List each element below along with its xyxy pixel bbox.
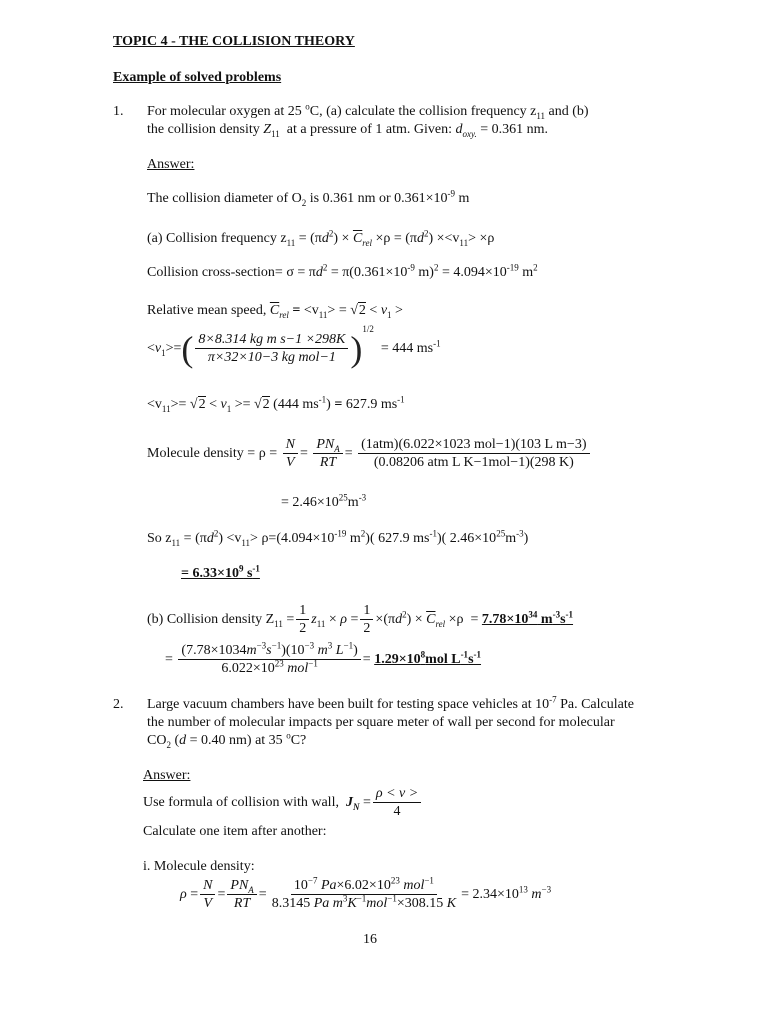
collision-frequency-line: (a) Collision frequency $z_{11} = (\pi d^2) \times \overline{C}_{rel} \times\rho = (\pi d^2) \times<v_{11}> \times\rho$ xyxy=(147,228,495,248)
wall-collision-formula: Use formula of collision with wall, $J_N$ = $\frac{\rho < v >}{4}$ xyxy=(143,785,423,821)
relative-speed-line: Relative mean speed, $\overline{C}_{rel} = <v_{11}> = √2 < v_1$ > xyxy=(147,303,403,320)
collision-density-conversion: = $\frac{(7.78\times 1034m^{-3}s^{-1})(10^{-3} m^3 L^{-1})}{6.022\times 10^{23} mol^{-1}}$ = $1.29\times 10^8mol$ $L^{-1}s^{-1}$ xyxy=(165,640,482,677)
collision-density-line: (b) Collision density $Z_{11}$ = $\frac{1}{2}$ $z_{11} \times \rho$ = $\frac{1}{2}$ $\times(\pi d^2) \times \overline{C}_{rel} \times\rho = 7.78\times 10^{34}$ $m^{-3}s^{-1}$ xyxy=(147,603,574,637)
answer-label-2: Answer: xyxy=(143,768,191,783)
density-result: = $2.46\times 10^{25}m^{-3}$ xyxy=(281,492,367,510)
v1-equation: $<v_1>=$( $\frac{\text{8×8.314 kg m s−1 ×298K}}{\text{π×32×10−3 kg mol−1}}$ )$^{1/2}$ = 444 $ms^{-1}$ xyxy=(147,324,441,369)
so-line: So $z_{11} = (\pi d^2) <v_{11}> \rho=(4.094\times 10^{-19}$ $m^2$)( 627.9 $ms^{-1}$)( $2.46\times 10^{25}m^{-3}$) xyxy=(147,528,529,548)
problem-2-line2: the number of molecular impacts per square meter of wall per second for molecular xyxy=(147,715,615,730)
answer-label-1: Answer: xyxy=(147,157,195,172)
collision-diameter-line: The collision diameter of $O_2$ is 0.361 nm or $0.361\times 10^{-9}$ m xyxy=(147,188,470,208)
cross-section-line: Collision cross-section= $\sigma = \pi d^2 = \pi(0.361\times 10^{-9}$ $m)^2 = 4.094\times 10^{-19}$ $m^2$ xyxy=(147,262,538,280)
z11-result: = $6.33\times 10^9$ $s^{-1}$ xyxy=(181,563,260,581)
problem-2-line1: Large vacuum chambers have been built for testing space vehicles at $10^{-7}$ Pa. Calculate xyxy=(147,694,634,712)
step-i-label: i. Molecule density: xyxy=(143,859,255,874)
problem-1-number: 1. xyxy=(113,104,124,119)
section-subtitle: Example of solved problems xyxy=(113,70,282,85)
molecule-density-equation: Molecule density = ρ = $\frac{N}{V}$ = $\frac{PN_A}{RT}$ = $\frac{\text{(1atm)(6.022×1023 mol−1)(103 L m−3)}}{\text{(0.08206 atm L K−1mol−1)(298 K)}}$ xyxy=(147,434,592,474)
problem-1-line1: For molecular oxygen at 25 $^o$C, (a) calculate the collision frequency $z_{11}$ and (b) xyxy=(147,101,589,121)
step-i-equation: ρ = $\frac{N}{V}$ = $\frac{PN_A}{RT}$ = $\frac{10^{-7} Pa\times 6.02\times 10^{23} mol^{-1}}{8.3145 Pa m^3K^{-1}mol^{-1}\times 308.15 K}$ = $2.34\times 10^{13}$ $m^{-3}$ xyxy=(180,875,552,912)
page-title: TOPIC 4 - THE COLLISION THEORY xyxy=(113,34,355,49)
problem-1-line2: the collision density $Z_{11}$ at a pressure of 1 atm. Given: $d_{oxy.} = 0.361$ nm. xyxy=(147,122,549,139)
page-number: 16 xyxy=(363,932,377,947)
v11-line: $<v_{11}>= √2 < v_1 >= √2$ (444 $ms^{-1}) = 627.9$ $ms^{-1}$ xyxy=(147,394,405,414)
problem-2-number: 2. xyxy=(113,697,124,712)
calculate-line: Calculate one item after another: xyxy=(143,824,327,839)
problem-2-line3: $CO_2$ (d = 0.40 nm) at 35 $^o$C? xyxy=(147,730,307,750)
